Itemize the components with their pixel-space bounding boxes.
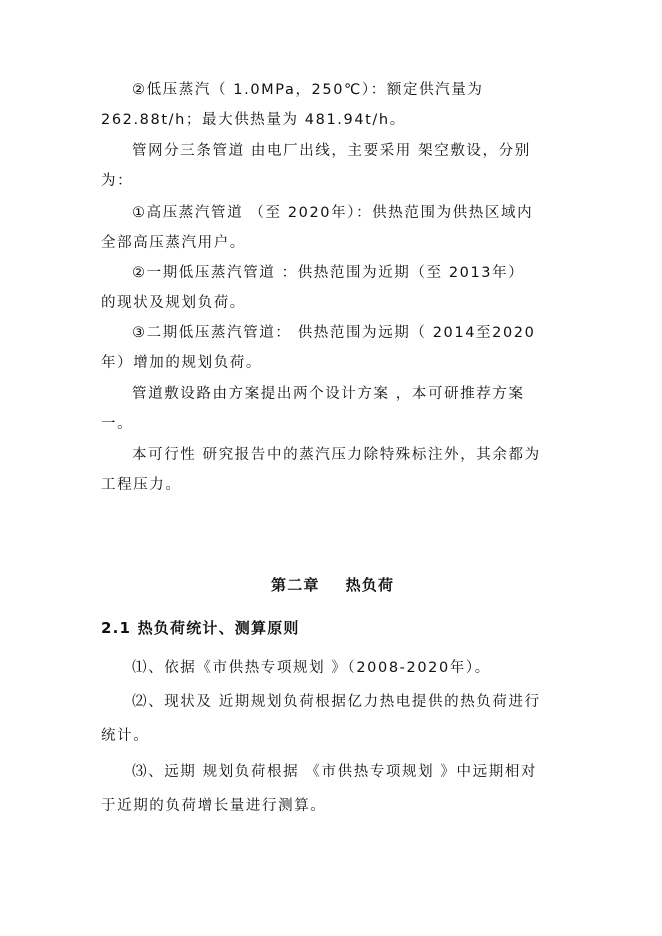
text-line: 管道敷设路由方案提出两个设计方案 ，本可研推荐方案: [132, 386, 525, 402]
text-line: 为：: [101, 173, 134, 189]
chapter-number: 第二章: [271, 576, 320, 594]
text-line: 年）增加的规划负荷。: [101, 355, 262, 371]
text-line: 的现状及规划负荷。: [101, 295, 246, 311]
text-line: ①高压蒸汽管道 （至 2020年）：供热范围为供热区域内: [132, 205, 534, 221]
text-line: 262.88t/h；最大供热量为 481.94t/h。: [101, 112, 406, 128]
text-line: 于近期的负荷增长量进行测算。: [101, 798, 327, 814]
text-line: ⑵、现状及 近期规划负荷根据亿力热电提供的热负荷进行: [132, 694, 541, 710]
chapter-heading: [271, 576, 394, 594]
text-line: 本可行性 研究报告中的蒸汽压力除特殊标注外，其余都为: [132, 447, 541, 463]
text-line: ②低压蒸汽（ 1.0MPa，250℃）：额定供汽量为: [132, 82, 484, 98]
text-line: ③二期低压蒸汽管道： 供热范围为远期（ 2014至2020: [132, 325, 536, 341]
text-line: ⑴、依据《市供热专项规划 》（2008-2020年）。: [132, 660, 491, 676]
chapter-title: 热负荷: [345, 576, 395, 594]
text-line: ②一期低压蒸汽管道 ：供热范围为近期（至 2013年）: [132, 265, 525, 281]
text-line: 全部高压蒸汽用户。: [101, 235, 246, 251]
text-line: 工程压力。: [101, 477, 182, 493]
text-line: 管网分三条管道 由电厂出线，主要采用 架空敷设，分别: [132, 143, 531, 159]
section-heading: 2.1 热负荷统计、测算原则: [101, 619, 300, 637]
text-line: ⑶、远期 规划负荷根据 《市供热专项规划 》中远期相对: [132, 764, 538, 780]
text-line: 一。: [101, 416, 134, 432]
text-line: 统计。: [101, 728, 150, 744]
